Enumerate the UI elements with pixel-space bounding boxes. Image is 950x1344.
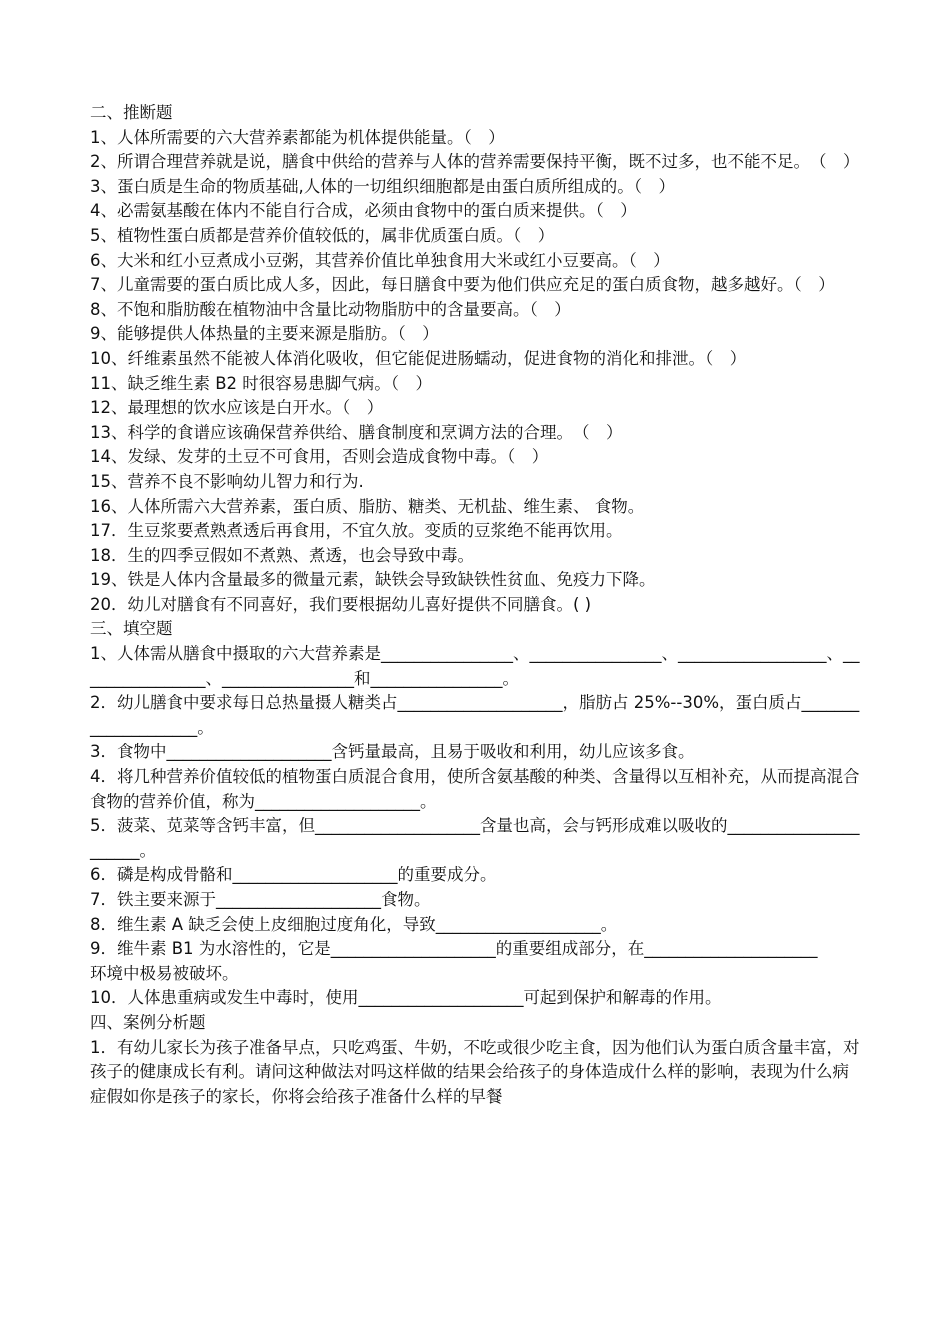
question-line: 1、人体需从膳食中摄取的六大营养素是________________、________________、__________________、________________、________________和________________。 (90, 644, 860, 688)
question-line: 2、所谓合理营养就是说，膳食中供给的营养与人体的营养需要保持平衡，既不过多，也不能不足。 （ ） (90, 152, 860, 172)
question-line: 6．磷是构成骨骼和____________________的重要成分。 (90, 865, 497, 885)
question-line: 3、蛋白质是生命的物质基础,人体的一切组织细胞都是由蛋白质所组成的。（ ） (90, 176, 675, 196)
question-line: 15、营养不良不影响幼儿智力和行为. (90, 471, 364, 491)
question-line: 1．有幼儿家长为孩子准备早点，只吃鸡蛋、牛奶，不吃或很少吃主食，因为他们认为蛋白质含量丰富，对孩子的健康成长有利。请问这种做法对吗这样做的结果会给孩子的身体造成什么样的影响，表现为什么病症假如你是孩子的家长，你将会给孩子准备什么样的早餐 (90, 1037, 860, 1106)
question-line: 14、发绿、发芽的土豆不可食用，否则会造成食物中毒。（ ） (90, 447, 549, 467)
question-line: 9．维牛素 B1 为水溶性的，它是____________________的重要组成部分，在_____________________ (90, 939, 818, 959)
question-line: 12、最理想的饮水应该是白开水。（ ） (90, 398, 384, 418)
question-line: 4．将几种营养价值较低的植物蛋白质混合食用，使所含氨基酸的种类、含量得以互相补充，从而提高混合食物的营养价值，称为____________________。 (90, 767, 860, 811)
question-line: 7、儿童需要的蛋白质比成人多，因此，每日膳食中要为他们供应充足的蛋白质食物，越多越好。（ ） (90, 275, 835, 295)
question-line: 4、必需氨基酸在体内不能自行合成，必须由食物中的蛋白质来提供。（ ） (90, 201, 637, 221)
question-line: 2．幼儿膳食中要求每日总热量摄人糖类占____________________，脂肪占 25%--30%，蛋白质占____________________。 (90, 693, 860, 737)
question-line: 5、植物性蛋白质都是营养价值较低的，属非优质蛋白质。（ ） (90, 225, 555, 245)
question-line: 10．人体患重病或发生中毒时，使用____________________可起到保护和解毒的作用。 (90, 988, 722, 1008)
question-line: 10、纤维素虽然不能被人体消化吸收，但它能促进肠蠕动，促进食物的消化和排泄。（ ） (90, 348, 747, 368)
question-line: 17．生豆浆要煮熟煮透后再食用，不宜久放。变质的豆浆绝不能再饮用。 (90, 521, 623, 541)
question-line: 13、科学的食谱应该确保营养供给、膳食制度和烹调方法的合理。 （ ） (90, 422, 623, 442)
question-line: 16、人体所需六大营养素，蛋白质、脂肪、糖类、无机盐、维生素、 食物。 (90, 496, 645, 516)
section-heading-judgment: 二、推断题 (90, 103, 173, 122)
question-line: 3．食物中____________________含钙量最高，且易于吸收和利用，幼儿应该多食。 (90, 742, 695, 762)
question-line: 20．幼儿对膳食有不同喜好，我们要根据幼儿喜好提供不同膳食。( ) (90, 594, 592, 614)
question-line: 6、大米和红小豆煮成小豆粥，其营养价值比单独食用大米或红小豆要高。（ ） (90, 250, 670, 270)
section-heading-fill-in: 三、填空题 (90, 619, 173, 639)
question-line: 8．维生素 A 缺乏会使上皮细胞过度角化，导致____________________。 (90, 914, 618, 934)
question-line: 1、人体所需要的六大营养素都能为机体提供能量。（ ） (90, 127, 505, 147)
question-line: 环境中极易被破坏。 (90, 963, 239, 983)
document-body (90, 101, 862, 1109)
question-line: 9、能够提供人体热量的主要来源是脂肪。（ ） (90, 324, 439, 344)
question-line: 8、不饱和脂肪酸在植物油中含量比动物脂肪中的含量要高。（ ） (90, 299, 571, 319)
question-line: 5．菠菜、苋菜等含钙丰富，但____________________含量也高，会与钙形成难以吸收的______________________。 (90, 816, 860, 860)
question-line: 7．铁主要来源于____________________食物。 (90, 890, 431, 909)
question-line: 19、铁是人体内含量最多的微量元素，缺铁会导致缺铁性贫血、免疫力下降。 (90, 570, 656, 590)
section-heading-case-analysis: 四、案例分析题 (90, 1012, 206, 1032)
question-line: 11、缺乏维生素 B2 时很容易患脚气病。（ ） (90, 373, 433, 393)
question-line: 18．生的四季豆假如不煮熟、煮透，也会导致中毒。 (90, 545, 474, 565)
